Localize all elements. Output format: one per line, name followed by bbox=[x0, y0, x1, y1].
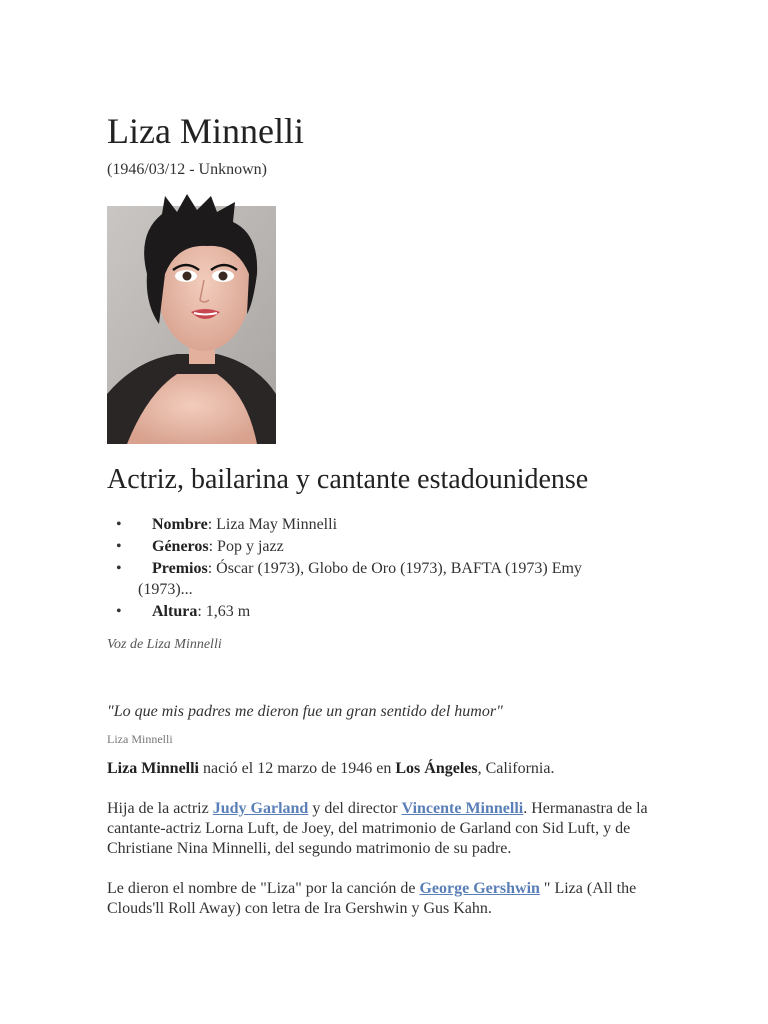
quote: "Lo que mis padres me dieron fue un gran sentido del humor" bbox=[107, 703, 503, 720]
text-run: , California. bbox=[477, 760, 555, 777]
bullet-icon: • bbox=[116, 538, 122, 555]
bullet-icon: • bbox=[116, 603, 122, 620]
voice-caption: Voz de Liza Minnelli bbox=[107, 637, 222, 652]
fact-label: Géneros bbox=[152, 538, 209, 555]
bold-name: Liza Minnelli bbox=[107, 760, 199, 777]
list-item bbox=[107, 514, 627, 535]
fact-value: : 1,63 m bbox=[197, 603, 251, 620]
paragraph-birth bbox=[107, 759, 652, 779]
bullet-icon: • bbox=[116, 516, 122, 533]
fact-value: : Pop y jazz bbox=[208, 538, 284, 555]
life-dates: (1946/03/12 - Unknown) bbox=[107, 161, 267, 178]
list-item bbox=[107, 536, 627, 557]
link-vincente-minnelli[interactable]: Vincente Minnelli bbox=[401, 800, 524, 817]
fact-label: Altura bbox=[152, 603, 198, 620]
page-title: Liza Minnelli bbox=[107, 111, 304, 151]
link-george-gershwin[interactable]: George Gershwin bbox=[419, 880, 540, 897]
fact-value: : Óscar (1973), Globo de Oro (1973), BAFTA (1973) Emy (1973)... bbox=[138, 560, 582, 598]
bullet-icon: • bbox=[116, 560, 122, 577]
text-run: Hija de la actriz bbox=[107, 800, 213, 817]
list-item bbox=[107, 601, 627, 622]
text-run: y del director bbox=[308, 800, 402, 817]
text-run: . Hermanastra de la cantante-actriz Lorna Luft, de Joey, del matrimonio de Garland con Sid Luft, y de Christiane Nina Minnelli, del segundo matrimonio de su padre. bbox=[107, 800, 648, 857]
link-judy-garland[interactable]: Judy Garland bbox=[212, 800, 309, 817]
text-run: Le dieron el nombre de "Liza" por la canción de bbox=[107, 880, 420, 897]
list-item bbox=[107, 558, 627, 600]
facts-list bbox=[107, 514, 627, 623]
portrait-image bbox=[107, 194, 276, 444]
section-heading: Actriz, bailarina y cantante estadounidense bbox=[107, 464, 589, 495]
quote-author: Liza Minnelli bbox=[107, 732, 173, 746]
paragraph-family bbox=[107, 799, 652, 859]
paragraph-name-origin bbox=[107, 879, 652, 919]
fact-label: Premios bbox=[152, 560, 208, 577]
fact-label: Nombre bbox=[152, 516, 208, 533]
text-run: " Liza (All the Clouds'll Roll Away) con letra de Ira Gershwin y Gus Kahn. bbox=[107, 880, 637, 917]
bold-place: Los Ángeles bbox=[395, 760, 478, 777]
fact-value: : Liza May Minnelli bbox=[207, 516, 338, 533]
text-run: nació el 12 marzo de 1946 en bbox=[199, 760, 396, 777]
